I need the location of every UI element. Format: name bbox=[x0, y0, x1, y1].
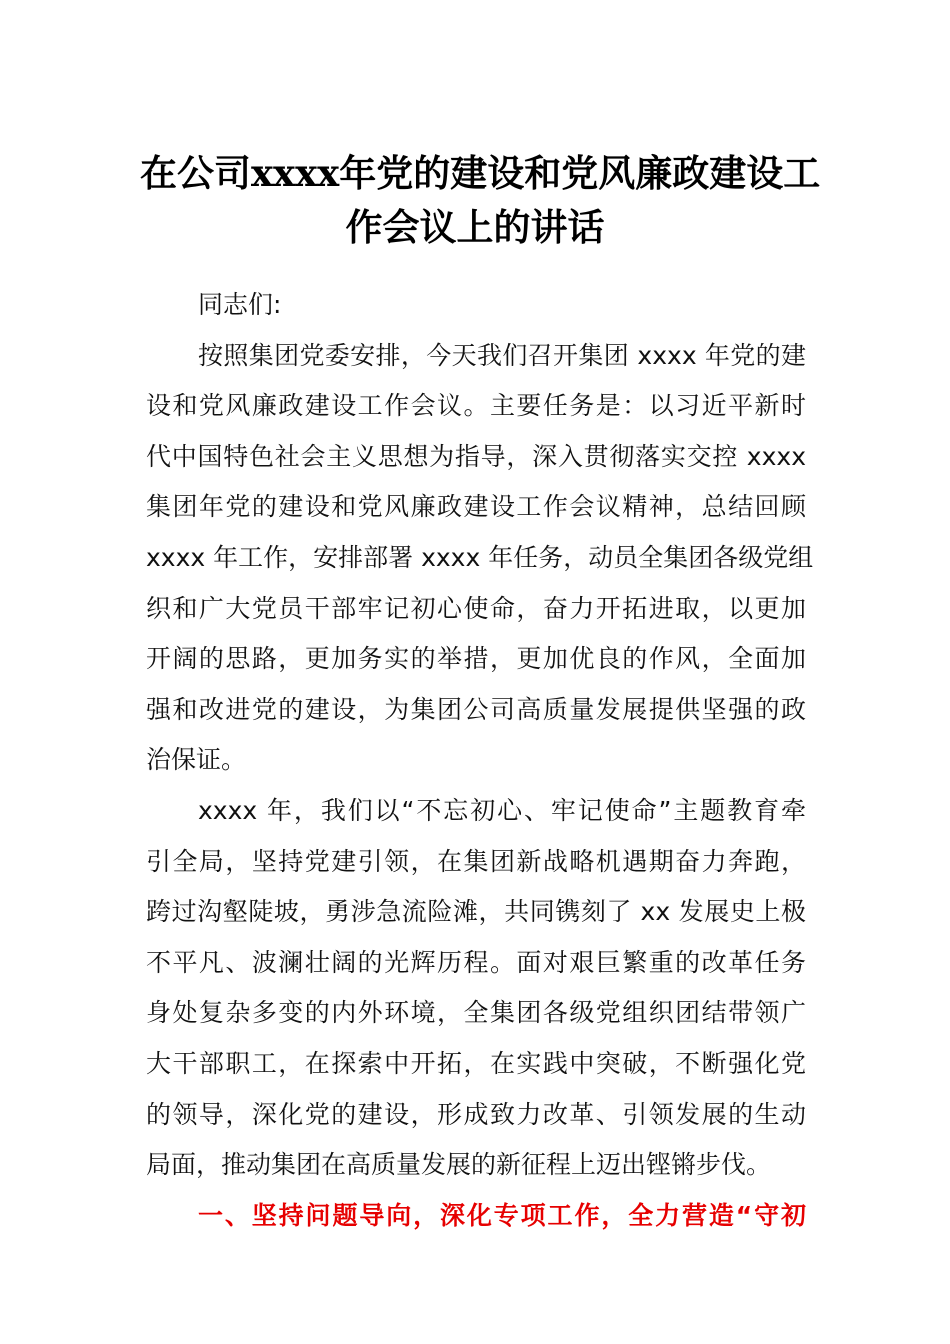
paragraph-line: 开阔的思路，更加务实的举措，更加优良的作风，全面加 bbox=[146, 644, 806, 674]
paragraph-2 bbox=[146, 786, 806, 1191]
title-line-1: 在公司xxxx年党的建设和党风廉政建设工 bbox=[140, 151, 821, 195]
paragraph-line: 治保证。 bbox=[146, 745, 247, 775]
paragraph-line: 身处复杂多变的内外环境，全集团各级党组织团结带领广 bbox=[146, 998, 806, 1028]
paragraph-line: 按照集团党委安排，今天我们召开集团 xxxx 年党的建 bbox=[198, 340, 806, 370]
paragraph-1 bbox=[146, 331, 814, 786]
paragraph-line: 代中国特色社会主义思想为指导，深入贯彻落实交控 xxxx bbox=[146, 441, 806, 471]
paragraph-line: 织和广大党员干部牢记初心使命，奋力开拓进取，以更加 bbox=[146, 593, 806, 623]
paragraph-line: 大干部职工，在探索中开拓，在实践中突破，不断强化党 bbox=[146, 1048, 806, 1078]
document-title bbox=[140, 146, 821, 254]
paragraph-line: 跨过沟壑陡坡，勇涉急流险滩，共同镌刻了 xx 发展史上极 bbox=[146, 897, 806, 927]
title-line-2: 作会议上的讲话 bbox=[345, 205, 605, 249]
paragraph-line: xxxx 年工作，安排部署 xxxx 年任务，动员全集团各级党组 bbox=[146, 542, 814, 572]
paragraph-line: 强和改进党的建设，为集团公司高质量发展提供坚强的政 bbox=[146, 694, 806, 724]
document-body bbox=[146, 280, 814, 1241]
paragraph-line: 集团年党的建设和党风廉政建设工作会议精神，总结回顾 bbox=[146, 492, 806, 522]
paragraph-line: 局面，推动集团在高质量发展的新征程上迈出铿锵步伐。 bbox=[146, 1150, 772, 1180]
paragraph-line: 引全局，坚持党建引领，在集团新战略机遇期奋力奔跑， bbox=[146, 846, 806, 876]
salutation: 同志们: bbox=[198, 290, 282, 319]
paragraph-line: xxxx 年，我们以“不忘初心、牢记使命”主题教育牵 bbox=[198, 795, 806, 825]
section-heading: 一、坚持问题导向，深化专项工作，全力营造“守初 bbox=[198, 1200, 806, 1230]
paragraph-line: 的领导，深化党的建设，形成致力改革、引领发展的生动 bbox=[146, 1099, 806, 1129]
paragraph-line: 设和党风廉政建设工作会议。主要任务是：以习近平新时 bbox=[146, 391, 806, 421]
paragraph-line: 不平凡、波澜壮阔的光辉历程。面对艰巨繁重的改革任务 bbox=[146, 947, 806, 977]
